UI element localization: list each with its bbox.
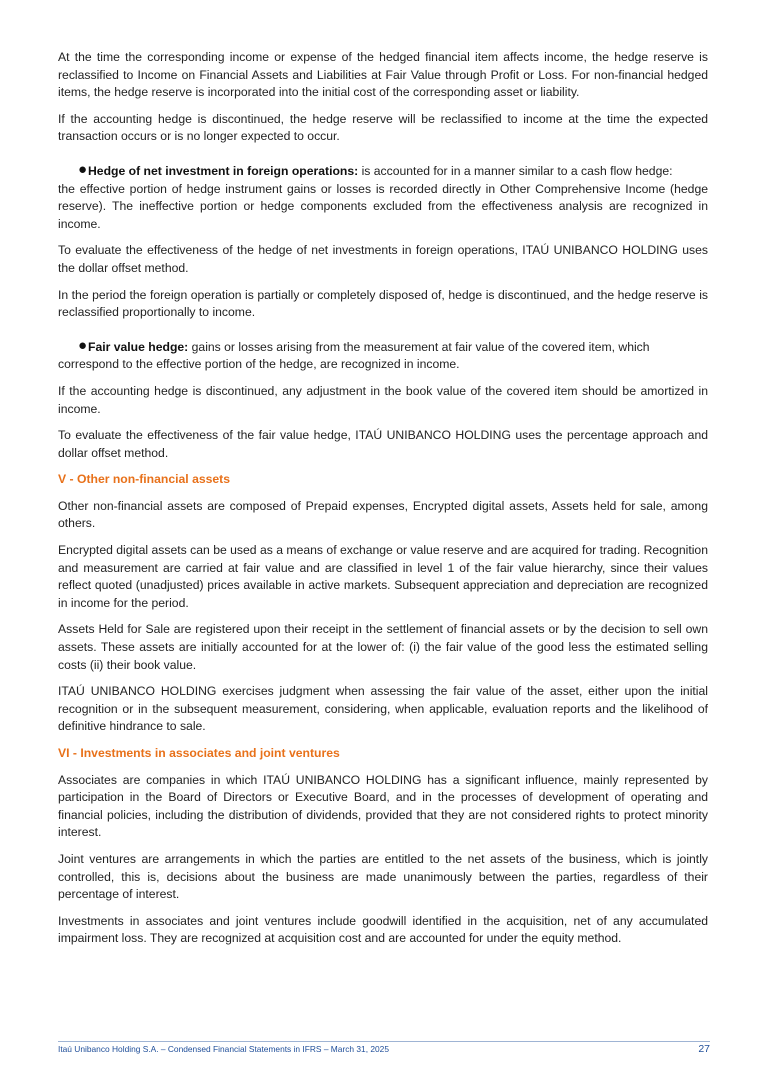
- bullet-icon: ●: [78, 160, 88, 178]
- paragraph: At the time the corresponding income or expense of the hedged financial item affects income, the hedge reserve is reclassified to Income on Financial Assets and Liabilities at Fair Value through Profit or Loss. For non-financial hedged items, the hedge reserve is incorporated into the initial cost of the corresponding asset or liability.: [58, 50, 708, 100]
- footer-text: Itaú Unibanco Holding S.A. – Condensed Financial Statements in IFRS – March 31, 2025: [58, 1044, 390, 1054]
- paragraph: Investments in associates and joint ventures include goodwill identified in the acquisition, net of any accumulated impairment loss. They are recognized at acquisition cost and are accounted for under the equity method.: [58, 913, 708, 946]
- paragraph: Associates are companies in which ITAÚ UNIBANCO HOLDING has a significant influence, mainly represented by participation in the Board of Directors or Executive Board, and in the processes of development of operating and financial policies, including the distribution of dividends, provided that they are not considered rights to protect minority interest.: [58, 772, 708, 840]
- paragraph: To evaluate the effectiveness of the hedge of net investments in foreign operations, ITAÚ UNIBANCO HOLDING uses the dollar offset method.: [58, 243, 708, 275]
- paragraph: the effective portion of hedge instrument gains or losses is recorded directly in Other Comprehensive Income (hedge reserve). The ineffective portion or hedge components excluded from the effectiveness analysis are recognized in income.: [58, 181, 708, 231]
- paragraph: If the accounting hedge is discontinued, any adjustment in the book value of the covered item should be amortized in income.: [58, 383, 708, 416]
- paragraph: correspond to the effective portion of the hedge, are recognized in income.: [58, 357, 460, 372]
- document-body: [58, 49, 708, 957]
- paragraph: Joint ventures are arrangements in which the parties are entitled to the net assets of the business, which is jointly controlled, this is, decisions about the business are made unanimously between the parties, regardless of their percentage of interest.: [58, 851, 708, 902]
- paragraph: Assets Held for Sale are registered upon their receipt in the settlement of financial assets or by the decision to sell own assets. These assets are initially accounted for at the lower of: (i) the fair value of the good less the estimated selling costs (ii) their book value.: [58, 622, 708, 672]
- page-footer: [58, 1041, 710, 1055]
- bullet-icon: ●: [78, 336, 88, 354]
- paragraph: ITAÚ UNIBANCO HOLDING exercises judgment when assessing the fair value of the asset, either upon the initial recognition or in the subsequent measurement, considering, when applicable, evaluation reports and the likelihood of definitive hindrance to sale.: [58, 684, 708, 734]
- paragraph: In the period the foreign operation is partially or completely disposed of, hedge is discontinued, and the hedge reserve is reclassified proportionally to income.: [58, 287, 708, 320]
- paragraph: Encrypted digital assets can be used as a means of exchange or value reserve and are acquired for trading. Recognition and measurement are carried at fair value and are classified in level 1 of the fair value hierarchy, since their values reflect quoted (unadjusted) prices available in active markets. Subsequent appreciation and depreciation are recognized in income for the period.: [58, 543, 708, 610]
- bullet-title: Fair value hedge:: [88, 339, 189, 354]
- bullet-text: is accounted for in a manner similar to a cash flow hedge:: [358, 163, 673, 178]
- section-heading-other-non-financial-assets: V - Other non-financial assets: [58, 472, 231, 487]
- bullet-title: Hedge of net investment in foreign operations:: [88, 163, 359, 178]
- paragraph: To evaluate the effectiveness of the fair value hedge, ITAÚ UNIBANCO HOLDING uses the percentage approach and dollar offset method.: [58, 428, 708, 460]
- bullet-text: gains or losses arising from the measurement at fair value of the covered item, which: [188, 339, 650, 354]
- paragraph: If the accounting hedge is discontinued, the hedge reserve will be reclassified to income at the time the expected transaction occurs or is no longer expected to occur.: [58, 111, 708, 144]
- paragraph: Other non-financial assets are composed of Prepaid expenses, Encrypted digital assets, Assets held for sale, among others.: [58, 498, 708, 531]
- section-heading-investments-associates: VI - Investments in associates and joint ventures: [58, 746, 340, 760]
- bullet-item-net-investment-hedge: [58, 160, 708, 181]
- bullet-item-fair-value-hedge: [58, 336, 708, 357]
- page-number: 27: [698, 1043, 710, 1055]
